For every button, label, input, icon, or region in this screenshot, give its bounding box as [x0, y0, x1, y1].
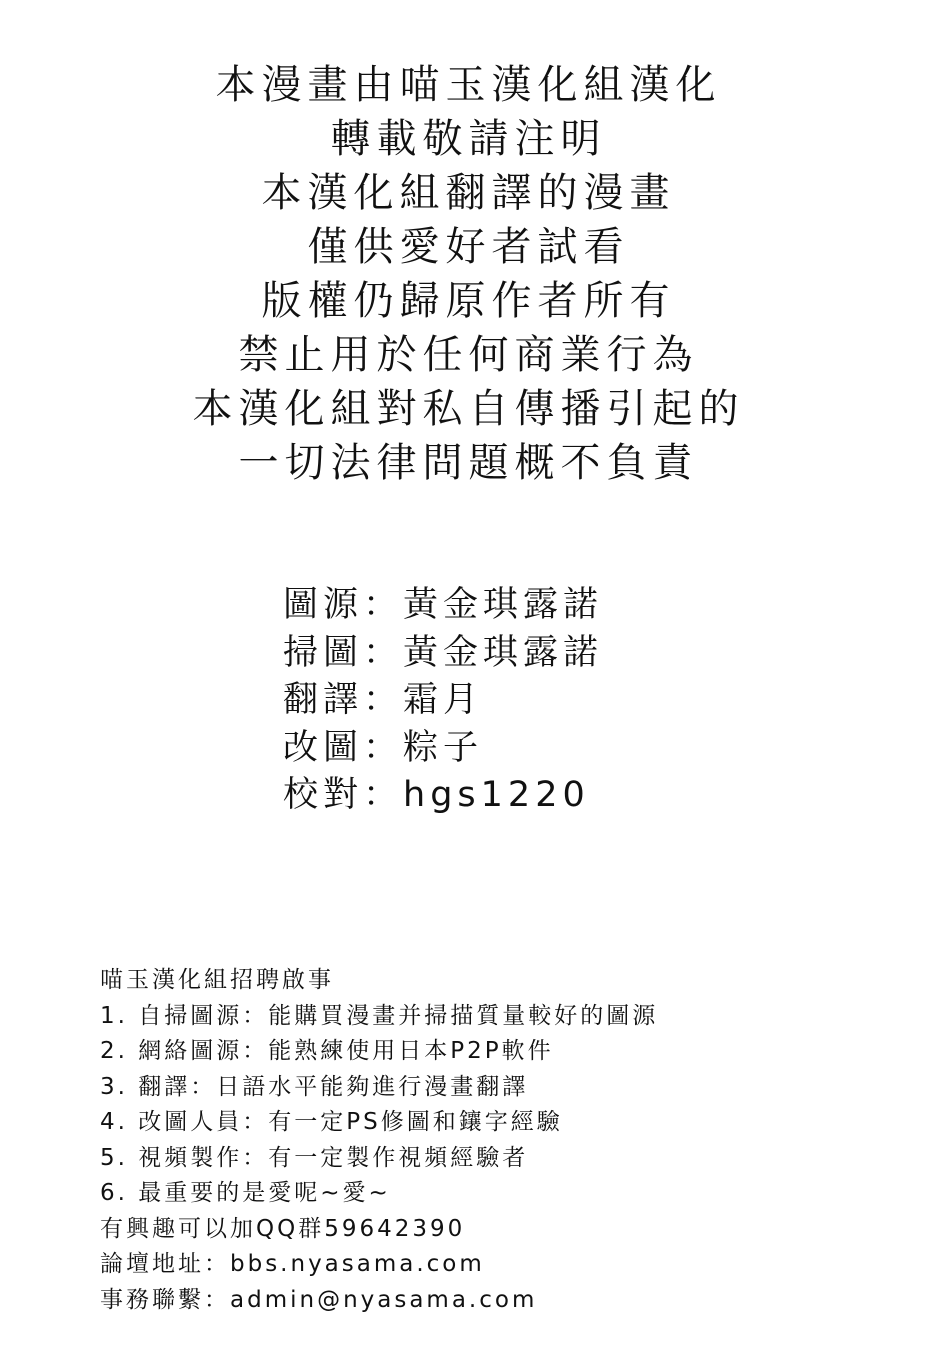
copyright-notice — [0, 58, 937, 490]
credit-separator: ： — [363, 585, 404, 625]
notice-line: 版權仍歸原作者所有 — [261, 278, 676, 324]
recruit-line: 2. 網絡圖源：能熟練使用日本P2P軟件 — [100, 1038, 554, 1064]
credit-value: 黃金琪露諾 — [403, 585, 604, 625]
credit-value: hgs1220 — [403, 775, 590, 815]
notice-line: 本漢化組翻譯的漫畫 — [261, 170, 676, 216]
credit-row-proofread — [283, 772, 843, 820]
credit-label: 圖源 — [283, 585, 364, 625]
credit-label: 掃圖 — [283, 632, 364, 673]
credit-label: 校對 — [283, 775, 364, 815]
contact-email-line: 事務聯繫：admin@nyasama.com — [100, 1286, 538, 1313]
recruit-line: 1. 自掃圖源：能購買漫畫并掃描質量較好的圖源 — [100, 1002, 659, 1029]
notice-line: 本漫畫由喵玉漢化組漢化 — [215, 62, 722, 108]
notice-line: 僅供愛好者試看 — [307, 224, 630, 270]
notice-line: 一切法律問題概不負責 — [238, 440, 699, 486]
credit-label: 改圖 — [283, 727, 364, 768]
recruitment-notice — [100, 963, 920, 1318]
credit-value: 黃金琪露諾 — [403, 632, 604, 673]
credit-separator: ： — [363, 680, 404, 720]
credit-row-source — [283, 582, 843, 630]
credit-label: 翻譯 — [283, 680, 364, 720]
credit-row-edit — [283, 725, 843, 773]
credit-separator: ： — [363, 632, 404, 673]
credit-row-translation — [283, 677, 843, 725]
recruit-title: 喵玉漢化組招聘啟事 — [100, 967, 334, 993]
notice-line: 轉載敬請注明 — [330, 116, 607, 162]
recruit-line: 3. 翻譯：日語水平能夠進行漫畫翻譯 — [100, 1073, 529, 1100]
staff-credits — [283, 582, 843, 820]
credit-value: 粽子 — [403, 727, 484, 768]
notice-line: 本漢化組對私自傳播引起的 — [192, 386, 745, 432]
credit-separator: ： — [363, 727, 404, 768]
recruit-line: 5. 視頻製作：有一定製作視頻經驗者 — [100, 1144, 529, 1171]
recruit-line: 6. 最重要的是愛呢~愛~ — [100, 1180, 391, 1206]
qq-group-line: 有興趣可以加QQ群59642390 — [100, 1215, 466, 1242]
credit-separator: ： — [363, 775, 404, 815]
credit-row-scan — [283, 630, 843, 678]
forum-address-line: 論壇地址：bbs.nyasama.com — [100, 1251, 485, 1277]
notice-line: 禁止用於任何商業行為 — [238, 332, 699, 378]
credit-value: 霜月 — [403, 680, 484, 720]
recruit-line: 4. 改圖人員：有一定PS修圖和鑲字經驗 — [100, 1109, 563, 1135]
